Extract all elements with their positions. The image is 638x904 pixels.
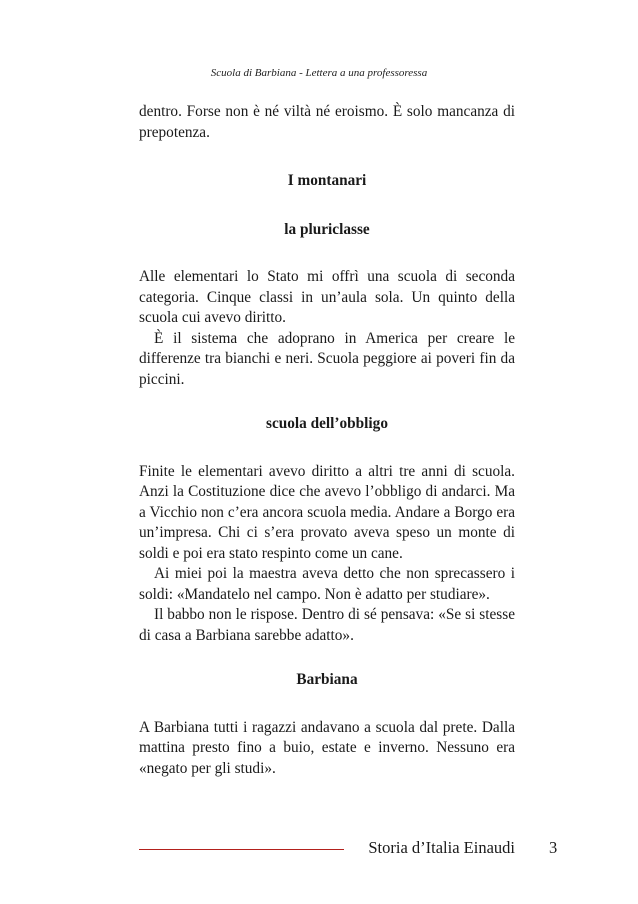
intro-paragraph: dentro. Forse non è né viltà né eroismo. È solo mancanza di prepotenza. bbox=[139, 103, 515, 141]
paragraph: È il sistema che adoprano in America per creare le differenze tra bianchi e neri. Scuola peggiore ai poveri fin da piccini. bbox=[139, 329, 515, 388]
paragraph: Ai miei poi la maestra aveva detto che non sprecassero i soldi: «Mandatelo nel campo. Non è adatto per studiare». bbox=[139, 565, 515, 603]
subsection-title-barbiana: Barbiana bbox=[296, 671, 358, 688]
paragraph: Il babbo non le rispose. Dentro di sé pensava: «Se si stesse di casa a Barbiana sarebbe adatto». bbox=[139, 606, 515, 644]
subsection-title-obbligo: scuola dell’obbligo bbox=[266, 415, 388, 432]
section-title: I montanari bbox=[287, 172, 367, 189]
running-head: Scuola di Barbiana - Lettera a una professoressa bbox=[210, 67, 428, 79]
page-footer bbox=[139, 838, 515, 860]
paragraph: Alle elementari lo Stato mi offrì una scuola di seconda categoria. Cinque classi in un’aula sola. Un quinto della scuola cui avevo diritto. bbox=[139, 268, 515, 326]
footer-rule bbox=[139, 849, 344, 850]
page-number: 3 bbox=[549, 838, 558, 857]
paragraph: A Barbiana tutti i ragazzi andavano a scuola dal prete. Dalla mattina presto fino a buio, estate e inverno. Nessuno era «negato per gli studi». bbox=[139, 718, 515, 777]
footer-publisher-link[interactable]: Storia d’Italia Einaudi bbox=[368, 838, 515, 857]
paragraph: Finite le elementari avevo diritto a altri tre anni di scuola. Anzi la Costituzione dice che avevo l’obbligo di andarci. Ma a Vicchio non c’era ancora scuola media. Andare a Borgo era un’impresa. Chi ci s’era provato aveva speso un monte di soldi e poi era stato respinto come un cane. bbox=[139, 462, 515, 562]
subsection-title-pluriclasse: la pluriclasse bbox=[284, 220, 370, 238]
page-body bbox=[139, 102, 515, 779]
